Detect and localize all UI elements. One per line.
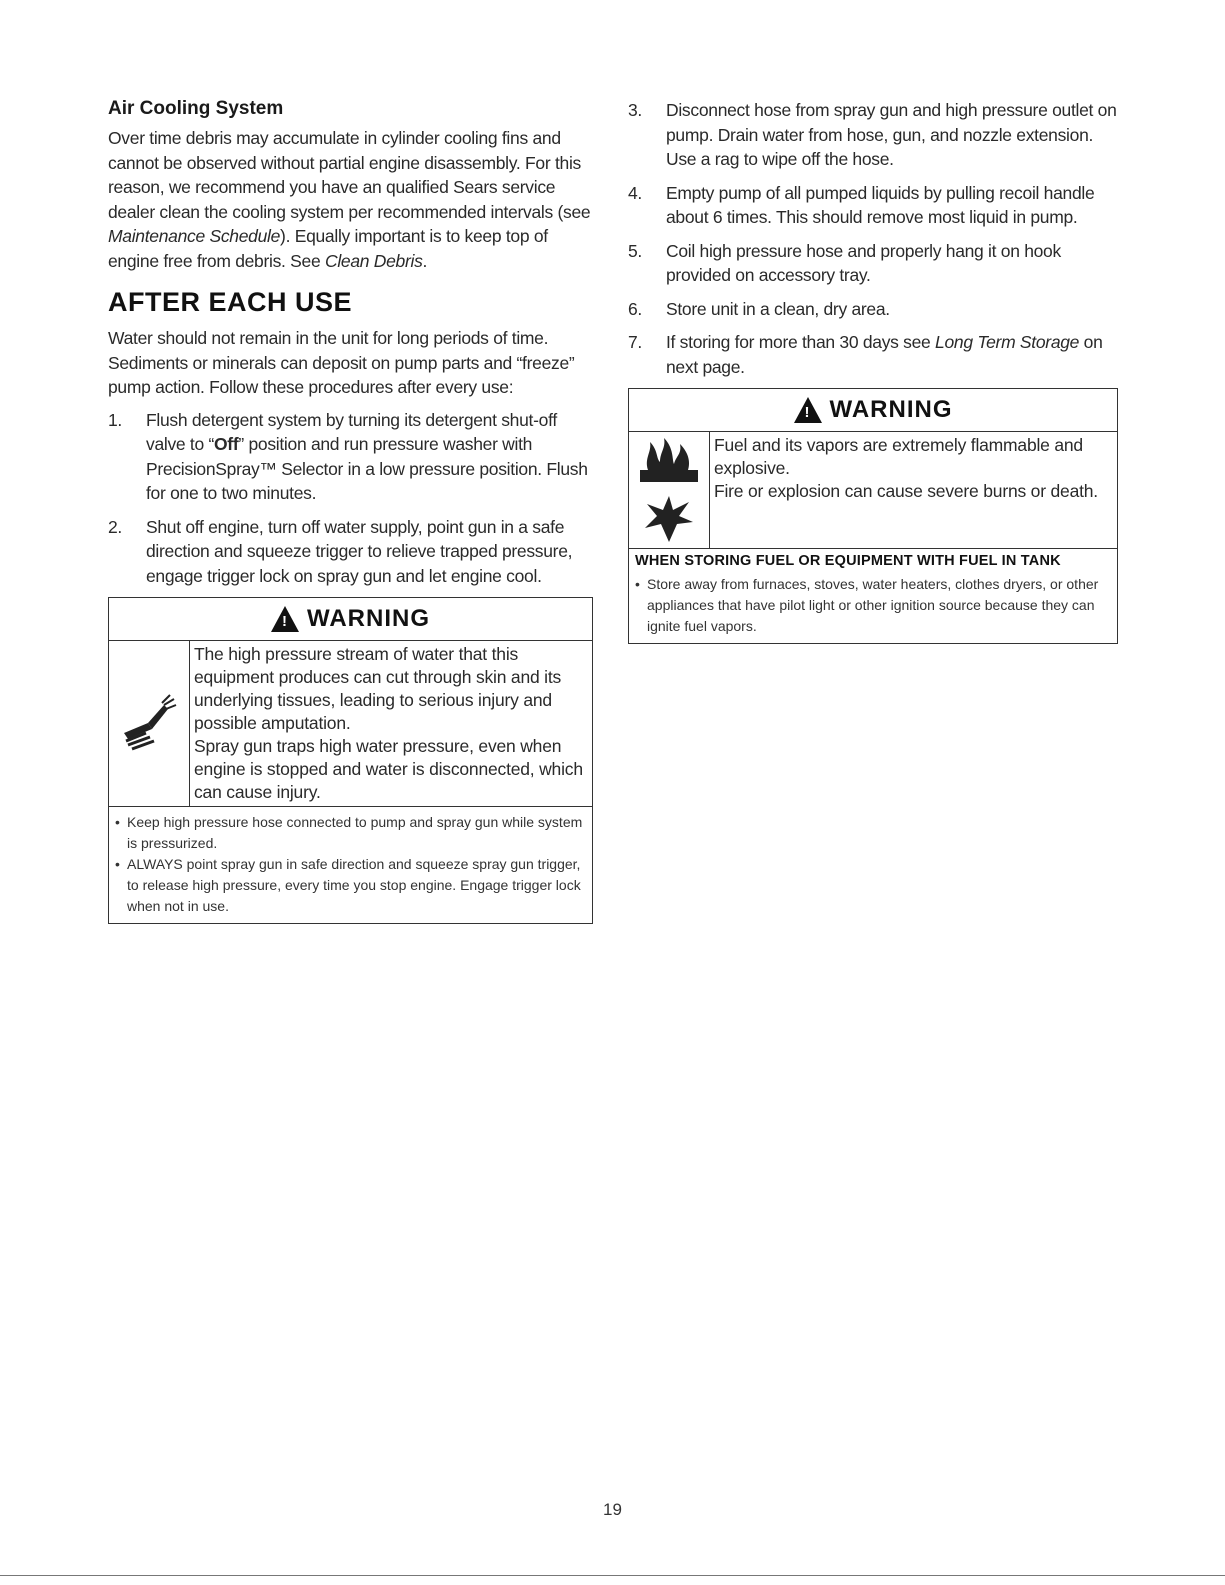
- warning-text-2: Spray gun traps high water pressure, even when engine is stopped and water is disconnected, which can cause injury.: [194, 736, 583, 802]
- air-cooling-paragraph: Over time debris may accumulate in cylinder cooling fins and cannot be observed without partial engine disassembly. For this reason, we recommend you have an qualified Sears service dealer clean the cooling system per recommended intervals (see Maintenance Schedule). Equally important is to keep top of engine free from debris. See Clean Debris.: [108, 128, 591, 271]
- page-number: 19: [603, 1500, 622, 1519]
- warning-bullets: [629, 569, 1117, 643]
- step-5: 5. Coil high pressure hose and properly hang it on hook provided on accessory tray.: [628, 240, 1061, 285]
- warning-text-1: Fuel and its vapors are extremely flammable and explosive.: [714, 435, 1083, 478]
- step-6: 6. Store unit in a clean, dry area.: [628, 298, 890, 319]
- after-each-use-heading: AFTER EACH USE: [108, 287, 353, 317]
- clean-debris-ref: Clean Debris: [324, 250, 423, 271]
- warning-box-pressure: [108, 597, 593, 924]
- high-pressure-spray-icon: [109, 641, 190, 806]
- warning-title: WARNING: [829, 396, 953, 423]
- bottom-rule: [0, 1575, 1225, 1576]
- explosion-icon: [641, 494, 697, 544]
- long-term-storage-ref: Long Term Storage: [935, 332, 1080, 352]
- steps-list-left: [108, 408, 593, 589]
- maintenance-schedule-ref: Maintenance Schedule: [108, 226, 281, 246]
- warning-header: [109, 598, 592, 641]
- right-column: [628, 98, 1118, 644]
- after-each-use-intro: Water should not remain in the unit for long periods of time. Sediments or minerals can deposit on pump parts and “freeze” pump action. Follow these procedures after every use:: [108, 328, 575, 397]
- warning-bullet: • ALWAYS point spray gun in safe direction and squeeze spray gun trigger, to release high pressure, every time you stop engine. Engage trigger lock when not in use.: [115, 856, 581, 914]
- step-3: 3. Disconnect hose from spray gun and high pressure outlet on pump. Drain water from hose, gun, and nozzle extension. Use a rag to wipe off the hose.: [628, 100, 1117, 169]
- hazard-icons: [629, 432, 710, 548]
- step-7: 7. If storing for more than 30 days see Long Term Storage on next page.: [628, 332, 1103, 377]
- steps-list-right: [628, 98, 1118, 379]
- warning-text-1: The high pressure stream of water that this equipment produces can cut through skin and its underlying tissues, leading to serious injury and possible amputation.: [194, 644, 562, 733]
- warning-header: [629, 389, 1117, 432]
- step-2: 2. Shut off engine, turn off water supply, point gun in a safe direction and squeeze trigger to relieve trapped pressure, engage trigger lock on spray gun and let engine cool.: [108, 516, 573, 586]
- warning-subheading: WHEN STORING FUEL OR EQUIPMENT WITH FUEL IN TANK: [635, 553, 1061, 569]
- warning-triangle-icon: [271, 606, 299, 632]
- step-4: 4. Empty pump of all pumped liquids by pulling recoil handle about 6 times. This should remove most liquid in pump.: [628, 182, 1095, 227]
- left-column: [108, 98, 593, 924]
- warning-box-fuel: [628, 388, 1118, 644]
- fire-icon: [638, 436, 700, 484]
- warning-title: WARNING: [307, 605, 430, 632]
- warning-bullet: • Keep high pressure hose connected to pump and spray gun while system is pressurized.: [115, 814, 583, 851]
- air-cooling-heading: Air Cooling System: [108, 98, 284, 119]
- warning-text-2: Fire or explosion can cause severe burns or death.: [714, 481, 1098, 501]
- warning-triangle-icon: [794, 397, 822, 423]
- warning-bullet: • Store away from furnaces, stoves, water heaters, clothes dryers, or other appliances that have pilot light or other ignition source because they can ignite fuel vapors.: [635, 576, 1099, 634]
- off-label: Off: [214, 434, 239, 454]
- warning-bullets: [109, 807, 592, 923]
- step-1: 1. Flush detergent system by turning its detergent shut-off valve to “Off” position and run pressure washer with PrecisionSpray™ Selector in a low pressure position. Flush for one to two minutes.: [108, 409, 588, 503]
